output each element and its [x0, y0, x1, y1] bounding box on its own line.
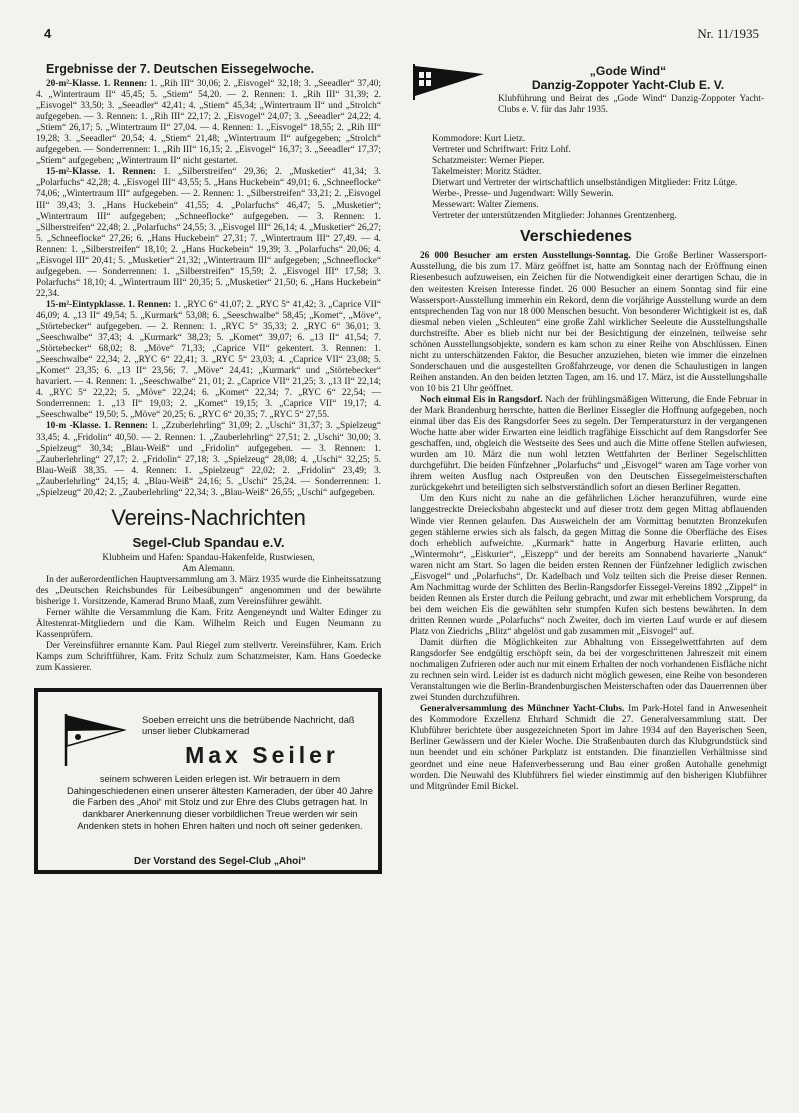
- right-column: [410, 62, 767, 793]
- news-paragraph: [410, 251, 767, 395]
- news-paragraph: [410, 704, 767, 792]
- verschiedenes-title: Verschiedenes: [520, 228, 633, 246]
- class-lead: 15-m²-Klasse. 1. Rennen:: [46, 167, 157, 178]
- news-text: Im Park-Hotel fand in Anwesenheit des Kommodore Exzellenz Ehrhard Schmidt die 27. Generalversammlung statt. Der Klubführer berichtete über ausgezeichneten Sport im Jahre 1934 auf den Bayerischen Seen, Berliner Gewässern und der Kieler Woche. Die Straßenbauten durch das Klubgrundstück sind nun beendet und ein schöner Parkplatz ist entstanden. Die finanziellen Verhältnisse sind geordnet und eine neue Hafenverbesserung und Bau einer großen Autohalle genehmigt worden. Die Neuwahl des Klubführers fiel wieder einstimmig auf den bisherigen Klubführer und Mitgründer Emil Bickel.: [410, 704, 767, 792]
- results-20m: [36, 79, 381, 167]
- gode-wind-burgee-icon: [412, 64, 486, 105]
- results-10m: [36, 421, 381, 498]
- obituary-intro: Soeben erreicht uns die betrübende Nachricht, daß unser lieber Clubkamerad: [142, 714, 355, 737]
- news-lead: Noch einmal Eis in Rangsdorf.: [420, 394, 543, 405]
- news-text: Nach der frühlingsmäßigen Witterung, die Ende Februar in der Mark Brandenburg herrschte, hatten die Berliner Eissegler die Hoffnung aufgegeben, noch einmal über das Eis des Rangsdorfer Sees zu segeln. Der Temperatursturz in der vergangenen Woche hatte aber wider Erwarten eine leidlich tragfähige Eisschicht auf dem Rangsdorfer See geschaffen, und, obgleich die Westseite des Sees und auch die Mitte offene Stellen aufwiesen, wurden am 10. März die nun wohl letzten Wettfahrten der Berliner Segelschlitten durchgeführt. Die beiden Fünfzehner „Polarfuchs“ und „Eisvogel“ waren am Tage vorher von ihrem weiten Ausflug nach Ostpreußen von den Deutschen Eissegelmeisterschaften zurückgekehrt und beteiligten sich selbstverständlich sofort an diesen Berliner Regatten.: [410, 394, 767, 494]
- obituary-signature: Der Vorstand des Segel-Club „Ahoi“: [133, 856, 307, 868]
- results-15m: [36, 167, 381, 300]
- news-paragraph: [410, 395, 767, 494]
- gode-wind-subtitle: Klubführung und Beirat des „Gode Wind“ Danzig-Zoppoter Yacht-Clubs e. V. für das Jahr 1935.: [498, 94, 764, 116]
- obituary-inner: [38, 692, 378, 870]
- news-lead: Generalversammlung des Münchner Yacht-Clubs.: [420, 704, 625, 715]
- officer-entry: Kommodore: Kurt Lietz.: [432, 134, 526, 144]
- gode-wind-header: [410, 62, 767, 132]
- left-column: [36, 62, 381, 874]
- news-text: Die Große Berliner Wassersport-Ausstellung, die bis zum 17. März geöffnet ist, hatte am Sonntag nach der Eröffnung einen Riesenbesuch aufzuweisen, ein Zeichen für die Notwendigkeit einer derartigen Schau, die in den weitesten Kreisen Interesse findet. 26 000 Besucher an einem Sonntag sind für eine Wassersport-Ausstellung immerhin ein Rekord, denn die vorjährige Ausstellung wurde an dem entsprechenden Tag von nur 18 000 Menschen besucht. Von besonderer Wichtigkeit ist es, daß diesmal neben vielen „Schleuten“ eine große Zahl wirklicher Seeleute die Ausstellungshalle durchstreifte. Aber es blieb nicht nur bei der Besichtigung der einzelnen, teilweise sehr schönen Ausstellungsobjekte, sondern es kam schon zu einer Reihe von Abschlüssen. Einen nicht zu unterschätzenden Faktor, die Besucher anzuziehen, bieten wie immer die einzelnen Sonderschauen und die ausgestellten Großfahrzeuge, vor denen die Schaulustigen in langen Reihen anstanden. An den beiden letzten Tagen, am 16. und 17. März, ist die Ausstellungshalle von 10 bis 21 Uhr geöffnet.: [410, 251, 767, 394]
- results-text: 1. „Silberstreifen“ 29,36; 2. „Musketier“ 41,34; 3. „Polarfuchs“ 42,28; 4. „Eisvogel III“ 43,55; 5. „Hans Huckebein“ 49,01; 6. „Schneeflocke“ 74,06; „Wintertraum III“ aufgegeben. — 2. Rennen: 1. „Silberstreifen“ 33,21; 2. „Eisvogel III“ 39,43; 3. „Hans Huckebein“ 41,55; 4. „Polarfuchs“ 46,47; 5. „Musketier“; „Wintertraum III“ aufgegeben; „Schneeflocke“ aufgegeben. — 3. Rennen: 1. „Silberstreifen“ 22,48; 2. „Polarfuchs“ 24,55; 3. „Eisvogel III“ 26,14; 4. „Musketier“ 26,27; 5. „Schneeflocke“ 27,26; 6. „Hans Huckebein“ 27,31; 7. „Wintertraum III“ 27,49. — 4. Rennen: 1. „Silberstreifen“ 18,10; 2. „Hans Huckebein“ 19,39; 3. „Polarfuchs“ 20,06; 4. „Eisvogel III“ 20,41; 5. „Musketier“ 21,32; „Wintertraum III“ aufgegeben; „Schneeflocke“ aufgegeben. — Sonderrennen: 1. „Silberstreifen“ 15,59; 2. „Eisvogel III“ 17,58; 3. Polarfuchs“ 18,10; 4. „Wintertraum III“ 20,35; 5. „Musketier“ 21,50; 6. „Hans Huckebein“ 22,34.: [36, 167, 381, 299]
- officer-entry: Werbe-, Presse- und Jugendwart: Willy Sewerin.: [432, 189, 614, 200]
- gode-wind-title: [492, 64, 764, 92]
- ahoi-burgee-icon: [62, 712, 126, 773]
- results-15m-eintyp: [36, 300, 381, 422]
- issue-number: Nr. 11/1935: [697, 26, 759, 41]
- officer-entry: Vertreter der unterstützenden Mitglieder: Johannes Grentzenberg.: [432, 211, 677, 222]
- eissegel-title: Ergebnisse der 7. Deutschen Eissegelwoche.: [46, 62, 315, 76]
- results-text: 1. „Zzuberlehrling“ 31,09; 2. „Uschi“ 31,37; 3. „Spielzeug“ 33,45; 4. „Fridolin“ 40,50. — 2. Rennen: 1. „Zauberlehrling“ 27,51; 2. „Uschi“ 30,00; 3. „Spielzeug“ 30,34; „Blau-Weiß“ und „Fridolin“ aufgegeben. — 3. Rennen: 1. „Zauberlehrling“ 27,17; 2. „Fridolin“ 27,18; 3. „Spielzeug“ 28,08; 4. „Uschi“ 32,25; 5. Blau-Weiß 38,35. — 4. Rennen: 1. „Spielzeug“ 22,02; 2. „Fridolin“ 23,49; 3. „Zauberlehrling“ 24,15; 4. „Blau-Weiß“ 24,16; 5. „Uschi“ 25,24. — Sonderrennen: 1. „Spielzeug“ 20,42; 2. „Zauberlehrling“ 22,34; 3. „Blau-Weiß“ 26,55; „Uschi“ aufgegeben.: [36, 421, 382, 498]
- obituary-box: [34, 688, 382, 874]
- club-paragraph: Der Vereinsführer ernannte Kam. Paul Riegel zum stellvertr. Vereinsführer, Kam. Erich Kamps zum Schriftführer, Kam. Fritz Schulz zum Schatzmeister, Kam. Hans Goedecke zum Kassierer.: [36, 641, 381, 674]
- results-text: 1. „RYC 6“ 41,07; 2. „RYC 5“ 41,42; 3. „Caprice VII“ 46,09; 4. „13 II“ 49,54; 5. „Kurmark“ 53,08; 6. „Seeschwalbe“ 58,45; „Komet“, „Möve“, „Störtebecker“ aufgegeben. — 2. Rennen: 1. „RYC 5“ 35,33; 2. „RYC 6“ 36,01; 3. „Seeschwalbe“ 37,43; 4. „Kurmark“ 38,23; 5. „Komet“ 39,07; 6. „13 II“ 41,54; 7. „Störtebecker“ 68,02; 8. „Möve“ 71,33; „Caprice VII“ gekentert. 3. Rennen: 1. „Seeschwalbe“ 22,34; 2. „RYC 6“ 22,41; 3. „RYC 5“ 23,03; 4. „Caprice VII“ 23,08; 5. „Komet“ 23,35; 6. „13 II“ 23,56; 7. „Möve“ 24,41; „Kurmark“ und „Störtebecker“ havariert. — 4. Rennen: 1. „Seeschwalbe“ 21, 01; 2. „Caprice VII“ 21,25; 3. „13 II“ 22,14; 4. „RYC 5“ 22,22; 5. „Möve“ 22,24; 6. „Komet“ 22,34; 7. „RYC 6“ 22,54; — Sonderrennen: 1. „13 II“ 19,03; 2. „Komet“ 19,15; 3. „Caprice VII“ 19,17; 4. „Seeschwalbe“ 19,50; 5. „Möve“ 20,25; 6. „RYC 6“ 20,35; 7. „RYC 5“ 27,55.: [36, 299, 381, 421]
- news-paragraph: [410, 494, 767, 638]
- news-text: Um den Kurs nicht zu nahe an die gefährlichen Löcher heranzuführen, wurde eine langgestreckte Dreiecksbahn abgesteckt und auf dieser trotz dem gegen Mittag abflauenden Winde vier Rennen gelaufen. Das Ausweicheln der am Vormittag benutzten Bronzekufen gegen stählerne erwies sich als falsch, da gegen Mittag die Sonne die Oberfläche des Eises doch erheblich aufweichte. „Kurmark“ hatte in Angerburg Havarie erlitten, auch „Wintermohr“, „Eiskurier“, „Eiszepp“ und der bereits am Sonnabend havarierte „Nanuk“ waren nicht am Start. So lagen die beiden ersten Rennen der Fünfzehner lediglich zwischen „Eisvogel“ und „Polarfuchs“, Dr. Kadelbach und Volz teilten sich die Preise dieser Rennen. Am Nachmittag wurde der Schlitten des Berlin-Rangsdorfer Eissegel-Vereins 1892 „Zippel“ in beiden Rennen als Erster durch die Peilung gebracht, und zwar mit erheblichem Vorsprung, da bei dem weichen Eis die gewählten sehr stumpfen Kufen sich bestens bewährten. In dem dritten Rennen wurde „Polarfuchs“ noch Zweiter, doch im vierten Lauf wurde er auf diesem Platz von Ziedrichs „Blitz“ abgelöst und gab zusammen mit „Eisvogel“ auf.: [410, 494, 767, 637]
- officer-entry: Messewart: Walter Ziemens.: [432, 200, 539, 211]
- page-number: 4: [44, 26, 52, 41]
- officer-list: [410, 134, 767, 222]
- club-address-line: Klubheim und Hafen: Spandau-Hakenfelde, Rustwiesen,: [102, 552, 315, 563]
- gode-wind-title-line: Danzig-Zoppoter Yacht-Club E. V.: [531, 78, 725, 92]
- club-paragraph: In der außerordentlichen Hauptversammlung am 3. März 1935 wurde die Einheitssatzung des „Deutschen Reichsbundes für Leibesübungen“ angenommen und der bewährte bisherige 1. Vorsitzende, Kamerad Bruno Maaß, zum Vereinsführer gewählt.: [36, 574, 381, 607]
- club-address-line: Am Alemann.: [182, 563, 235, 574]
- officer-entry: Vertreter und Schriftwart: Fritz Lohf.: [432, 145, 571, 156]
- news-lead: 26 000 Besucher am ersten Ausstellungs-Sonntag.: [420, 251, 631, 262]
- class-lead: 20-m²-Klasse. 1. Rennen:: [46, 79, 148, 89]
- obituary-text: seinem schweren Leiden erlegen ist. Wir betrauern in dem Dahingeschiedenen einen unserer ältesten Kameraden, der über 40 Jahre die Farben des „Ahoi“ mit Stolz und zur Ehre des Clubs getragen hat. In dankbarer Anerkennung dieser vorbildlichen Treue werden wir sein Andenken stets in hohen Ehren halten und noch oft seiner gedenken.: [67, 774, 373, 831]
- class-lead: 10-m -Klasse. 1. Rennen:: [46, 421, 149, 432]
- club-heading: Segel-Club Spandau e.V.: [132, 534, 285, 550]
- club-paragraph: Ferner wählte die Versammlung die Kam. Fritz Aengeneyndt und Walter Edinger zu Ältestenrat-Mitgliedern und die Kam. Wilhelm Reich und Eugen Neumann zu Kassenprüfern.: [36, 608, 381, 641]
- vereins-title: Vereins-Nachrichten: [111, 504, 306, 530]
- gode-wind-title-line: „Gode Wind“: [589, 64, 667, 78]
- obituary-name: Max Seiler: [185, 742, 339, 769]
- results-text: 1. „Rih III“ 30,06; 2. „Eisvogel“ 32,18; 3. „Seeadler“ 37,40; 4. „Wintertraum II“ 45,45; 5. „Stiem“ 54,20. — 2. Rennen: 1. „Rih III“ 31,39; 2. „Eisvogel“ 33,50; 3. „Seeadler“ 42,41; 4. „Stiem“ 45,34; „Wintertraum II“ und „Strolch“ aufgegeben. — 3. Rennen: 1. „Rih III“ 22,17; 2. „Eisvogel“ 24,07; 3. „Seeadler“ 24,22; 4. „Stiem“ 26,17; 5. „Wintertraum II“ 27,04. — 4. Rennen: 1. „Eisvogel“ 18,55; 2. „Rih III“ 19,28; 3. „Seeadler“ 20,54; 4. „Stiem“ 21,48; „Wintertraum II“ aufgegeben; „Strolch“ aufgegeben. — Sonderrennen: 1. „Rih III“ 16,15; 2. „Eisvogel“ 16,37; 3. „Seeadler“ 17,37; „Stiem“ aufgegeben; „Wintertraum II“ nicht gestartet.: [36, 79, 381, 167]
- news-text: Damit dürften die Möglichkeiten zur Abhaltung von Eissegelwettfahrten auf dem Rangsdorfer See endgültig erschöpft sein, da bei der vorgeschrittenen Jahreszeit mit einem nochmaligen Zufrieren oder auch nur mit einem Erhalten der noch vorhandenen Eisfläche nicht zu rechnen sein wird. Leider ist es dadurch nicht möglich gewesen, eine Reihe von besonderen Veranstaltungen wie die Berlin-Brandenburgischen Meisterschaften oder das Dauerrennen über zwei Stunden durchzuführen.: [410, 638, 767, 704]
- news-paragraph: [410, 638, 767, 704]
- officer-entry: Dietwart und Vertreter der wirtschaftlich unselbständigen Mitglieder: Fritz Lütge.: [432, 178, 738, 189]
- class-lead: 15-m²-Eintypklasse. 1. Rennen:: [46, 299, 172, 310]
- officer-entry: Takelmeister: Moritz Städter.: [432, 167, 542, 178]
- officer-entry: Schatzmeister: Werner Pieper.: [432, 156, 545, 167]
